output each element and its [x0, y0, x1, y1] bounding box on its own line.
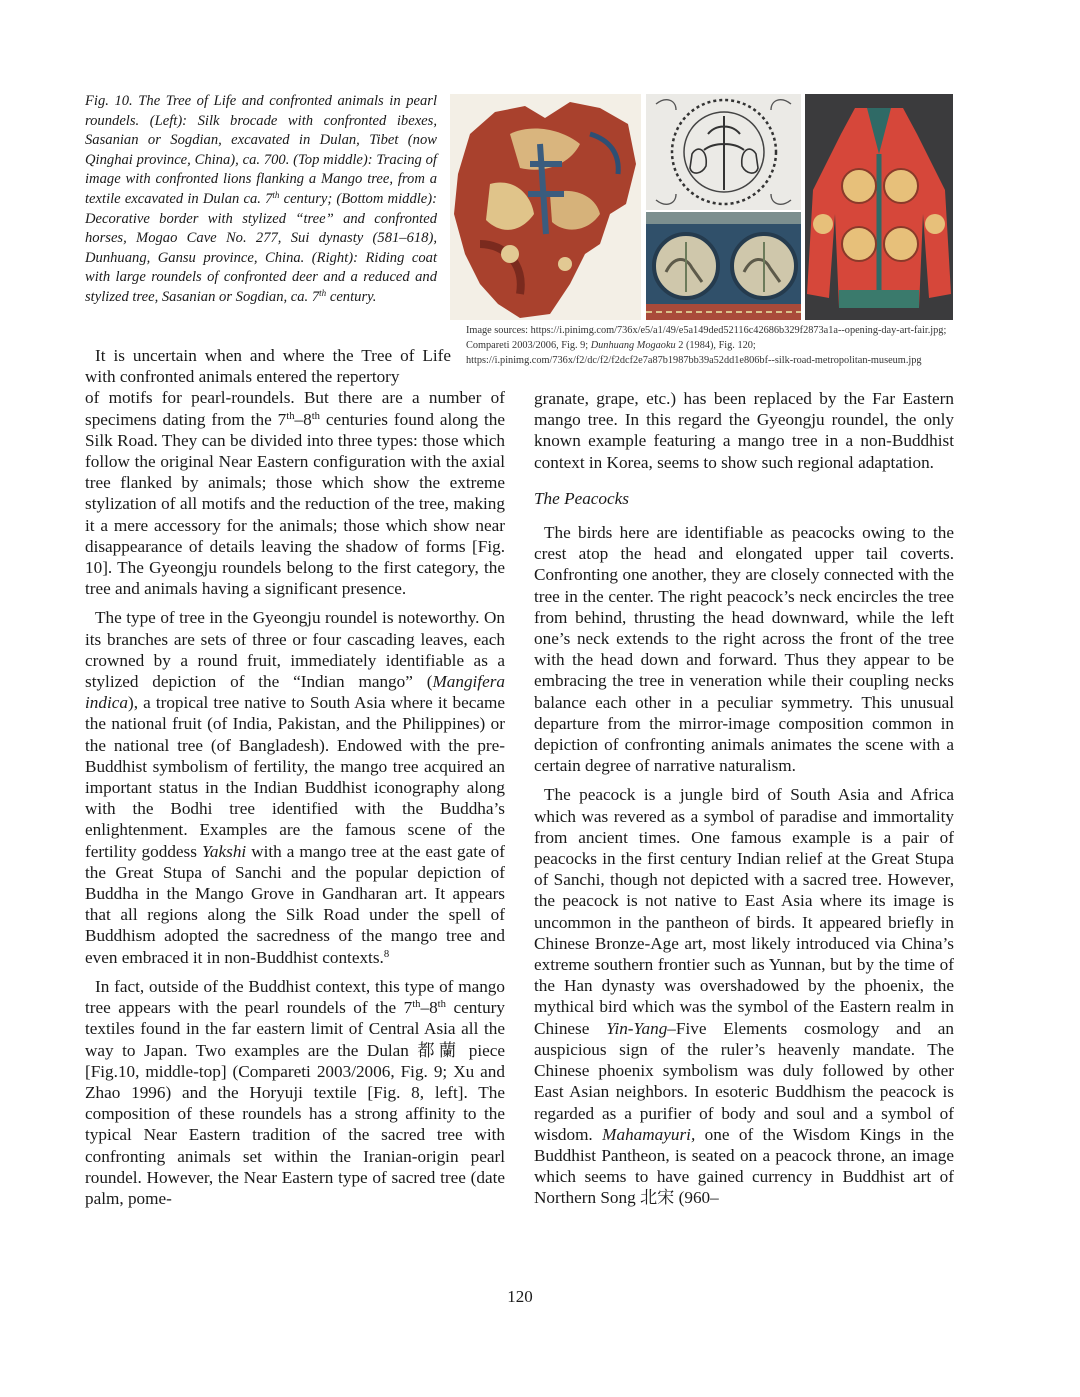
ibex-brocade-image	[450, 94, 641, 320]
image-sources: Image sources: https://i.pinimg.com/736x/e5/a1/49/e5a149ded52116c42686b329f2873a1a--opening-day-art-fair.jpg; Compareti 2003/2006, Fig. 9; Dunhuang Mogaoku 2 (1984), Fig. 120; https://i.pinimg.com/736x/f2/dc/f2/f2dcf2e7a87b1987bb39a52dd1e806bf--silk-road-metropolitan-museum.jpg	[466, 325, 947, 366]
paragraph-types: of motifs for pearl-roundels. But there are a number of specimens dating from the 7th–8th centuries found along the Silk Road. They can be divided into three types: those which follow the original Near Eastern configuration with the axial tree flanked by animals; those which show the extreme stylization of all motifs and the reduction of the tree, making it a mere accessory for the animals; those which show near disappearance of details leaving the shadow of forms [Fig. 10]. The Gyeongju roundels belong to the first category, the tree and animals having a significant presence.	[85, 388, 505, 599]
paragraph-wrap-intro: It is uncertain when and where the Tree of Life with confronted animals entered the repertory	[85, 346, 451, 387]
footnote-ref-8[interactable]: 8	[383, 948, 390, 960]
caption-label: Fig. 10.	[85, 93, 133, 109]
left-column	[85, 345, 505, 1209]
figure-10-images	[450, 94, 953, 320]
riding-coat-image	[805, 94, 953, 320]
horses-border-mural-image	[646, 212, 801, 320]
section-heading-peacocks: The Peacocks	[534, 488, 629, 508]
paragraph-peacock-identification: The birds here are identifiable as peacocks owing to the crest atop the head and elongated upper tail coverts. Confronting one another, they are closely connected with the tree in the center. The right peacock’s neck encircles the tree from behind, thrusting the head downward, while the left one’s neck extends to the right across the front of the tree with the head down and forward. Thus they appear to be embracing the tree in veneration while their coupling necks balance each other in a peculiar symmetry. This unusual departure from the mirror-image composition common in depiction of confronting animals animates the scene with a certain degree of narrative naturalism.	[534, 523, 954, 776]
paragraph-peacock-symbolism: The peacock is a jungle bird of South Asia and Africa which was revered as a symbol of paradise and immortality from ancient times. One famous example is a pair of peacocks in the first century Indian relief at the Great Stupa of Sanchi, though not depicted with a sacred tree. However, the peacock is not native to East Asia where its image is uncommon in the pantheon of birds. It appeared briefly in Chinese Bronze-Age art, most likely introduced via China’s extreme southern frontier such as Yunnan, but by the time of the Han dynasty was overshadowed by the phoenix, the mythical bird which was the symbol of the Eastern realm in Chinese Yin-Yang–Five Elements cosmology and an auspicious sign of the ruler’s heavenly mandate. The Chinese phoenix symbolism was duly followed by other East Asian neighbors. In esoteric Buddhism the peacock is regarded as a purifier of body and soul and a symbol of wisdom. Mahamayuri, one of the Wisdom Kings in the Buddhist Pantheon, is seated on a peacock throne, an image which seems to have gained currency in Buddhist art of Northern Song 北宋 (960–	[534, 785, 954, 1208]
lions-mango-tracing-image	[646, 94, 801, 210]
right-column	[534, 388, 954, 1209]
paragraph-regional-adaptation: granate, grape, etc.) has been replaced by the Far Eastern mango tree. In this regard the Gyeongju roundel, the only known example featuring a mango tree in a non-Buddhist context in Korea, seems to show such regional adaptation.	[534, 389, 954, 472]
page-number: 120	[507, 1287, 533, 1306]
figure-caption: Fig. 10. The Tree of Life and confronted animals in pearl roundels. (Left): Silk brocade with confronted ibexes, Sasanian or Sogdian, excavated in Dulan, Tibet (now Qinghai province, China), ca. 700. (Top middle): Tracing of image with confronted lions flanking a Mango tree, from a textile excavated in Dulan ca. 7th century; (Bottom middle): Decorative border with stylized “tree” and confronted horses, Mogao Cave No. 277, Sui dynasty (581–618), Dunhuang, Gansu province, China. (Right): Riding coat with large roundels of confronted deer and a reduced and stylized tree, Sasanian or Sogdian, ca. 7th century.	[85, 93, 437, 305]
paragraph-mango-tree: The type of tree in the Gyeongju roundel is noteworthy. On its branches are sets of three or four cascading leaves, each crowned by a round fruit, immediately identifiable as a stylized depiction of the “Indian mango” (Mangifera indica), a tropical tree native to South Asia where it became the national fruit (of India, Pakistan, and the Philippines) or the national tree (of Bangladesh). Endowed with the pre-Buddhist symbolism of fertility, the mango tree acquired an important status in the Indian Buddhist iconography along with the Bodhi tree identified with the Buddha’s enlightenment. Examples are the famous scene of the fertility goddess Yakshi with a mango tree at the east gate of the Great Stupa of Sanchi and the popular depiction of Buddha in the Mango Grove in Gandharan art. It appears that all regions along the Silk Road under the spell of Buddhism adopted the sacredness of the mango tree and even embraced it in non-Buddhist contexts.$^8$	[85, 608, 505, 967]
paragraph-buddhist-context: In fact, outside of the Buddhist context, this type of mango tree appears with the pearl roundels of the 7th–8th century textiles found in the far eastern limit of Central Asia all the way to Japan. Two examples are the Dulan 都蘭 piece [Fig.10, middle-top] (Compareti 2003/2006, Fig. 9; Xu and Zhao 1996) and the Horyuji textile [Fig. 8, left]. The composition of these roundels has a strong affinity to the typical Near Eastern tradition of the sacred tree with confronting animals set within the Iranian-origin pearl roundel. However, the Near Eastern type of sacred tree (date palm, pome-	[85, 976, 505, 1208]
